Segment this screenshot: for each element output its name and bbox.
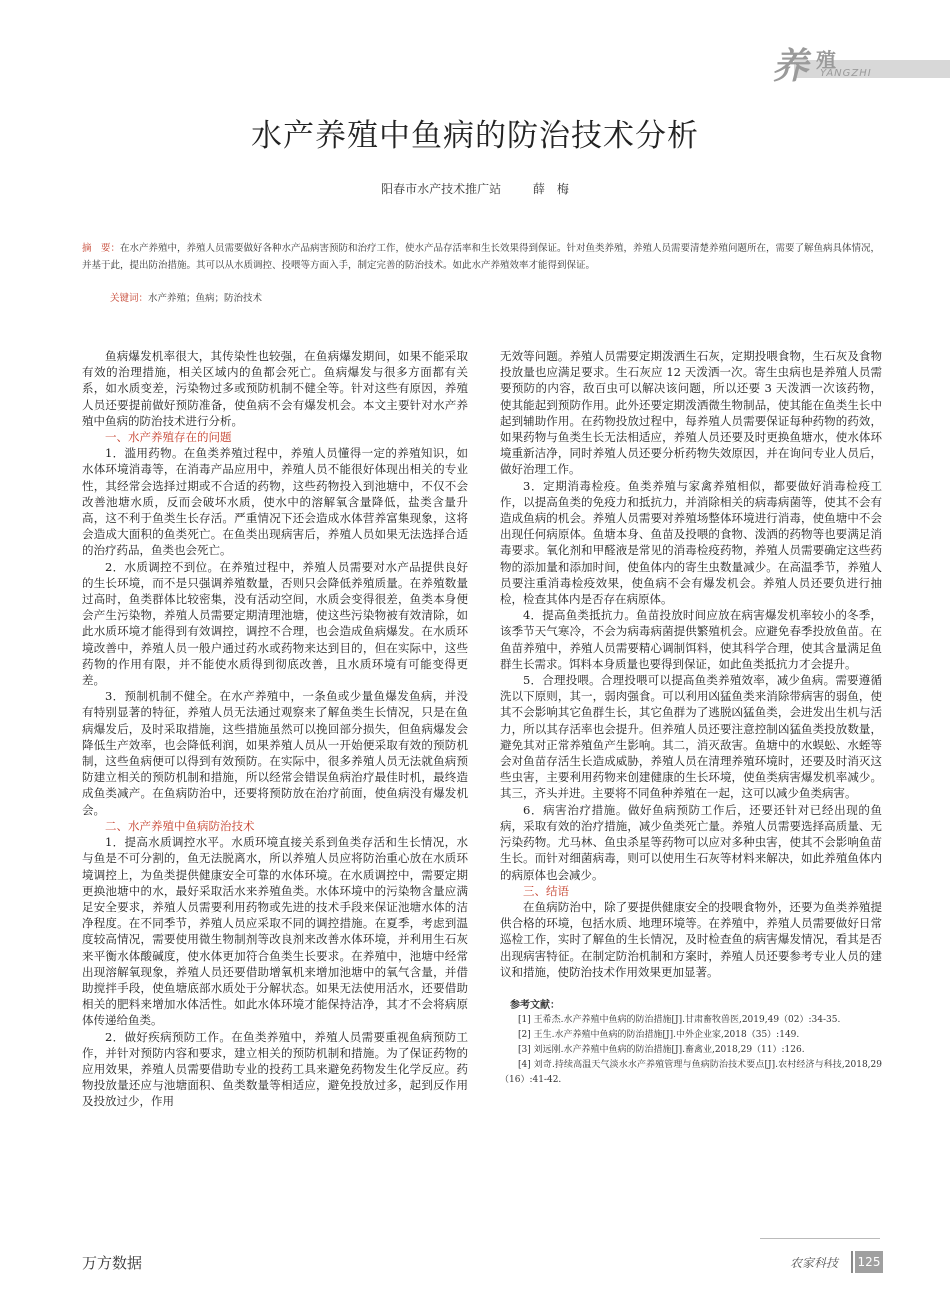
keywords-text: 水产养殖；鱼病；防治技术 <box>148 293 263 304</box>
section-heading: 三、结语 <box>523 883 569 898</box>
references-heading: 参考文献： <box>510 999 560 1011</box>
paragraph: 3．预制机制不健全。在水产养殖中，一条鱼或少量鱼爆发鱼病，并没有特别显著的特征，养殖人员无法通过观察来了解鱼类生长情况，只是在鱼病爆发后，及时采取措施，这些措施虽然可以挽回部分损失，但鱼病爆发会降低生产效率，也会降低利润，如果养殖人员从一开始便采取有效的预防机制，这些鱼病便可以得到有效预防。在实际中，很多养殖人员无法就鱼病预防建立相关的预防机制和措施，所以经常会错误鱼病治疗最佳时机，最终造成鱼类减产。在鱼病防治中，还要将预防放在治疗前面，使鱼病没有爆发机会。 <box>82 689 468 817</box>
reference-item: [1] 王希杰.水产养殖中鱼病的防治措施[J].甘肃畜牧兽医,2019,49（02）:34-35. <box>518 1014 841 1025</box>
paragraph: 3．定期消毒检疫。鱼类养殖与家禽养殖相似，都要做好消毒检疫工作，以提高鱼类的免疫力和抵抗力，并消除相关的病毒病菌等，使其不会有造成鱼病的机会。养殖人员需要对养殖场整体环境进行消毒，使鱼塘中不会出现任何病原体。鱼塘本身、鱼苗及投喂的食物、泼洒的药物等也要满足消毒要求。氧化剂和甲醛液是常见的消毒检疫药物，养殖人员需要确定这些药物的添加量和添加时间，使鱼体内的寄生虫数量减少。在高温季节，养殖人员要注重消毒检疫效果，使鱼病不会有爆发机会。养殖人员还要负进行抽检，检查其体内是否存在病原体。 <box>500 478 882 607</box>
paragraph: 在鱼病防治中，除了要提供健康安全的投喂食物外，还要为鱼类养殖提供合格的环境，包括水质、地理环境等。在养殖中，养殖人员需要做好日常巡检工作，实时了解鱼的生长情况，及时检查鱼的病害爆发情况，看其是否出现病害特征。在制定防治机制和方案时，养殖人员还要参考专业人员的建议和措施，使防治技术作用效果更加显著。 <box>500 899 882 979</box>
reference-item: [2] 王生.水产养殖中鱼病的防治措施[J].中外企业家,2018（35）:149. <box>518 1029 800 1040</box>
right-column <box>500 348 882 1088</box>
reference-item: [4] 刘奇.持续高温天气淡水水产养殖管理与鱼病防治技术要点[J].农村经济与科技,2018,29（16）:41-42. <box>500 1059 882 1085</box>
paragraph: 2．水质调控不到位。在养殖过程中，养殖人员需要对水产品提供良好的生长环境，而不是只强调养殖数量，否则只会降低养殖质量。在养殖数量过高时，鱼类群体比较密集，没有活动空间，水质会变得很差，鱼类本身便会产生污染物，养殖人员需要定期清理池塘，使这些污染物被有效清除，如此水质环境才能得到有效调控，调控不合理，也会造成鱼病爆发。在水质环境改善中，养殖人员一般户通过药水或药物来达到目的，但在实际中，这些药物的作用有限，并不能使水质得到彻底改善，且水质环境有可能变得更差。 <box>82 559 468 688</box>
footer-divider <box>760 1238 880 1239</box>
left-column <box>82 348 468 1110</box>
paragraph: 1．滥用药物。在鱼类养殖过程中，养殖人员懂得一定的养殖知识，如水体环境消毒等，在消毒产品应用中，养殖人员不能很好体现出相关的专业性，其经常会选择过期或不合适的药物，这些药物投入到池塘中，不仅不会改善池塘水质，反而会破坏水质，使水中的溶解氧含量降低，盐类含量升高，这不利于鱼类生长存活。严重情况下还会造成水体营养富集现象，这将会造成大面积的鱼类死亡。在鱼类出现病害后，养殖人员如果无法选择合适的治疗药品，鱼类也会死亡。 <box>82 446 468 558</box>
keywords-label: 关键词： <box>110 293 149 304</box>
section-heading: 一、水产养殖存在的问题 <box>105 430 232 445</box>
paragraph: 6．病害治疗措施。做好鱼病预防工作后，还要还针对已经出现的鱼病，采取有效的治疗措施，减少鱼类死亡量。养殖人员需要选择高质量、无污染药物。尤马林、鱼虫杀星等药物可以应对多种虫害，使其不会影响鱼苗生长。而针对细菌病毒，则可以使用生石灰等材料来解决，如此养殖鱼体内的病原体也会减少。 <box>500 802 882 882</box>
magazine-section-logo <box>772 38 890 88</box>
magazine-name: 农家科技 <box>790 1256 839 1270</box>
reference-item: [3] 刘远刚.水产养殖中鱼病的防治措施[J].畜禽业,2018,29（11）:126. <box>518 1044 805 1055</box>
keywords <box>110 290 262 304</box>
section-heading: 二、水产养殖中鱼病防治技术 <box>105 818 255 833</box>
paragraph: 5．合理投喂。合理投喂可以提高鱼类养殖效率，减少鱼病。需要遵循洗以下原则，其一，弱肉强食。可以利用凶猛鱼类来消除带病害的弱鱼，使其不会影响其它鱼群生长，其它鱼群为了逃脱凶猛鱼类，会进发出生机与活力，所以其存活率也会提升。但养殖人员还要注意控制凶猛鱼类投放数量，避免其对正常养殖鱼产生影响。其二，消灭敌害。鱼塘中的水蜈蚣、水蛭等会对鱼苗存活生长造成威胁，养殖人员在清理养殖环境时，还要及时消灭这些虫害，主要利用药物来创建健康的生长环境，使鱼类病害爆发机率减少。其三，齐头并进。主要将不同鱼种养殖在一起，这可以减少鱼类病害。 <box>500 673 882 801</box>
abstract <box>82 240 882 274</box>
abstract-label: 摘 要： <box>82 243 121 254</box>
logo-character-2: 殖 <box>816 48 836 72</box>
paragraph: 1．提高水质调控水平。水质环境直接关系到鱼类存活和生长情况，水与鱼是不可分割的，鱼无法脱离水，所以养殖人员应将防治重心放在水质环境调控上，为鱼类提供健康安全可靠的水体环境。在水质调控中，需要定期更换池塘中的水，最好采取活水来养殖鱼类。水体环境中的污染物含量应满足安全要求，养殖人员需要利用药物或先进的技术手段来保证池塘水体的洁净程度。在不同季节，养殖人员应采取不同的调控措施。在夏季，考虑到温度较高情况，需要使用微生物制剂等改良剂来改善水体环境，并利用生石灰来平衡水体酸碱度，使水体更加符合鱼类生长要求。在养殖中，池塘中经常出现溶解氧现象，养殖人员还要借助增氧机来增加池塘中的氧气含量，并借助搅拌手段，使鱼塘底部水质处于分解状态。如果无法使用活水，还要借助相关的肥料来增加水体活性。如此水体环境才能保持洁净，其才不会将病原体传递给鱼类。 <box>82 835 468 1028</box>
article-title: 水产养殖中鱼病的防治技术分析 <box>251 118 699 154</box>
logo-character: 养 <box>772 46 809 87</box>
byline-org: 阳春市水产技术推广站 <box>381 182 502 196</box>
byline <box>0 180 950 197</box>
footer-bar <box>851 1251 853 1273</box>
logo-pinyin: YANGZHI <box>820 68 872 79</box>
references <box>500 998 882 1088</box>
byline-author: 薛 梅 <box>532 182 569 196</box>
paragraph: 2．做好疾病预防工作。在鱼类养殖中，养殖人员需要重视鱼病预防工作，并针对预防内容和要求，建立相关的预防机制和措施。为了保证药物的应用效果，养殖人员需要借助专业的投药工具来避免药物发生化学反应。药物投放量还应与池塘面积、鱼类数量等相适应，避免投放过多，起到反作用及投放过少，作用 <box>82 1029 468 1109</box>
paragraph: 4．提高鱼类抵抗力。鱼苗投放时间应放在病害爆发机率较小的冬季，该季节天气寒冷，不会为病毒病菌提供繁殖机会。应避免春季投放鱼苗。在鱼苗养殖中，养殖人员需要精心调制饵料，使其科学合理，使其含量满足鱼群生长需求。饵料本身质量也要得到保证，如此鱼类抵抗力才会提升。 <box>500 608 882 671</box>
watermark: 万方数据 <box>82 1254 143 1272</box>
paragraph: 鱼病爆发机率很大，其传染性也较强，在鱼病爆发期间，如果不能采取有效的治理措施，相关区域内的鱼都会死亡。鱼病爆发与很多方面都有关系，如水质变差，污染物过多或预防机制不健全等。针对这些有原因，养殖人员还要提前做好预防准备，使鱼病不会有爆发机会。本文主要针对水产养殖中鱼病的防治技术进行分析。 <box>82 349 468 428</box>
paragraph: 无效等问题。养殖人员需要定期泼洒生石灰，定期投喂食物，生石灰及食物投放量也应满足要求。生石灰应 12 天泼洒一次。寄生虫病也是养殖人员需要预防的内容，敌百虫可以解决该问题，所以还要 3 天泼洒一次该药物，使其能起到预防作用。此外还要定期泼洒微生物制品，使其能在鱼类生长中起到辅助作用。在药物投放过程中，每养殖人员需要保证每种药物的药效，如果药物与鱼类生长无法相适应，养殖人员还要及时更换鱼塘水，使水体环境重新洁净，同时养殖人员还要分析药物失效原因，并在询问专业人员后，做好治理工作。 <box>500 349 882 477</box>
abstract-text: 在水产养殖中，养殖人员需要做好各种水产品病害预防和治疗工作，使水产品存活率和生长效果得到保证。针对鱼类养殖，养殖人员需要清楚养殖问题所在，需要了解鱼病具体情况，并基于此，提出防治措施。其可以从水质调控、投喂等方面入手，制定完善的防治技术。如此水产养殖效率才能得到保证。 <box>82 243 881 271</box>
page-number: 125 <box>855 1251 883 1273</box>
